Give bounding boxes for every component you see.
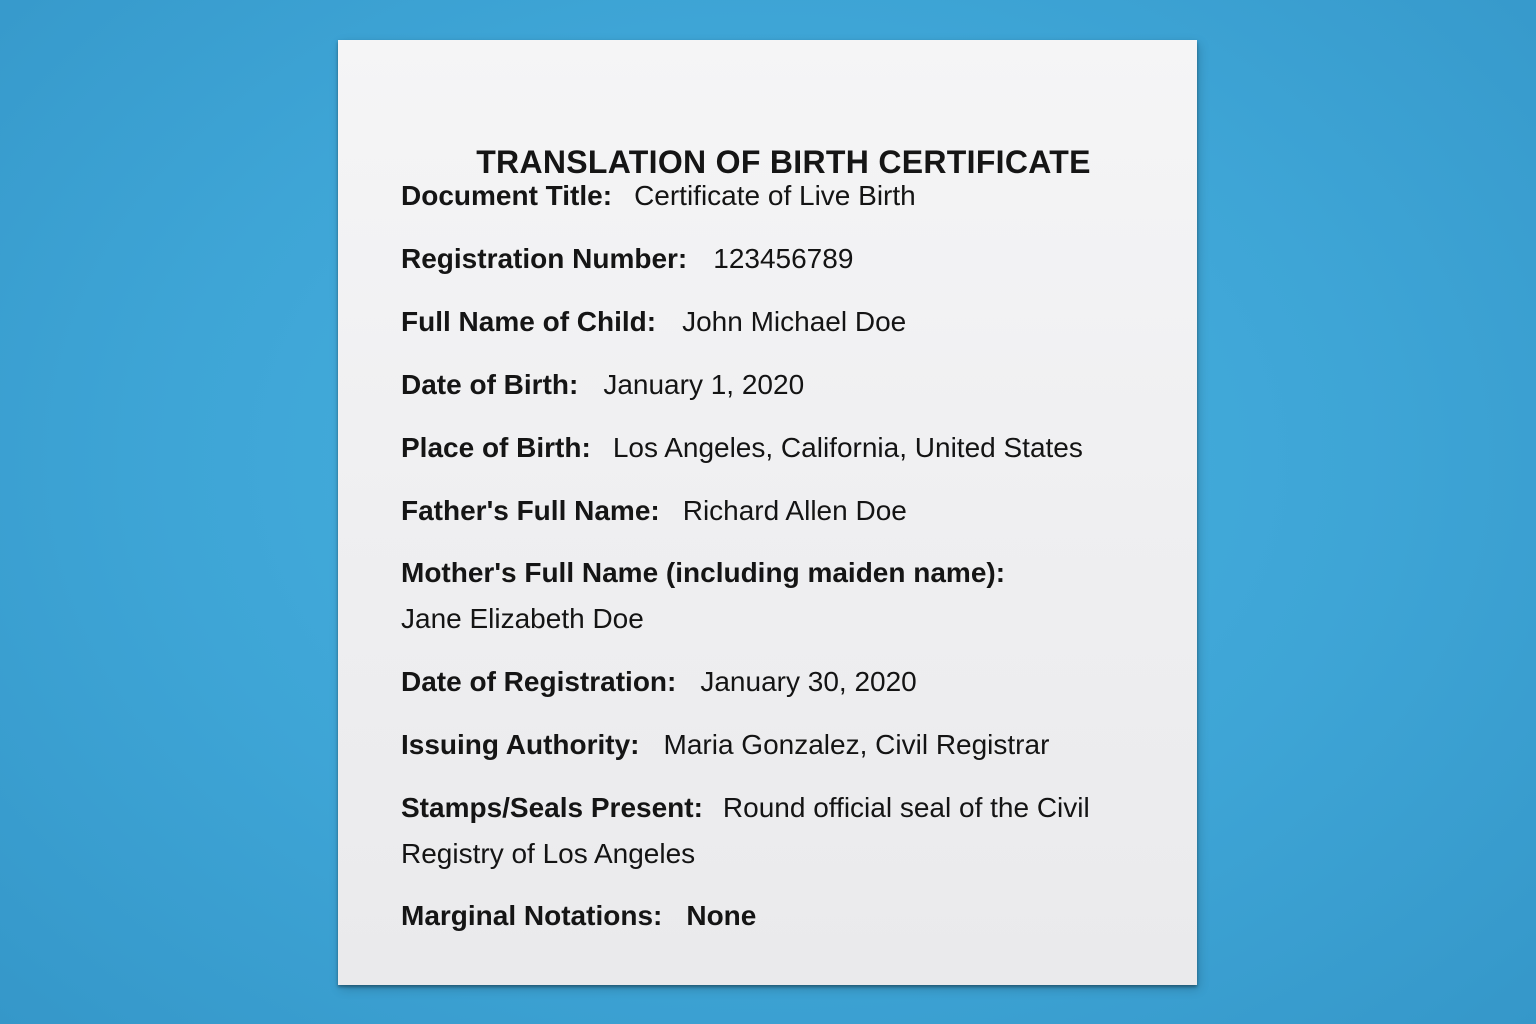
field-date-of-registration <box>401 659 1131 705</box>
field-document-title <box>401 173 1131 219</box>
field-value: Certificate of Live Birth <box>634 180 916 211</box>
field-value: Round official seal of the Civil Registry of Los Angeles <box>401 792 1090 869</box>
field-label: Father's Full Name: <box>401 495 660 526</box>
field-value: None <box>686 900 757 931</box>
field-place-of-birth <box>401 425 1131 471</box>
field-label: Place of Birth: <box>401 432 591 463</box>
field-label: Mother's Full Name (including maiden name): <box>401 557 1006 588</box>
field-label: Date of Registration: <box>401 666 677 697</box>
field-date-of-birth <box>401 362 1131 408</box>
field-marginal-notations <box>401 893 1131 939</box>
field-value: John Michael Doe <box>682 306 907 337</box>
field-label: Stamps/Seals Present: <box>401 792 703 823</box>
field-child-name <box>401 299 1131 345</box>
field-registration-number <box>401 236 1131 282</box>
field-label: Marginal Notations: <box>401 900 663 931</box>
field-value: January 1, 2020 <box>603 369 805 400</box>
field-father-name <box>401 488 1131 534</box>
document-heading: TRANSLATION OF BIRTH CERTIFICATE <box>476 144 1091 180</box>
field-value: Jane Elizabeth Doe <box>401 603 644 634</box>
field-value: Richard Allen Doe <box>682 495 907 526</box>
field-value: Los Angeles, California, United States <box>612 432 1083 463</box>
field-label: Registration Number: <box>401 243 688 274</box>
field-issuing-authority <box>401 722 1131 768</box>
field-label: Full Name of Child: <box>401 306 657 337</box>
field-label: Issuing Authority: <box>401 729 640 760</box>
field-label: Document Title: <box>401 180 613 211</box>
field-value: January 30, 2020 <box>700 666 917 697</box>
field-value: 123456789 <box>713 243 854 274</box>
field-value: Maria Gonzalez, Civil Registrar <box>663 729 1050 760</box>
field-mother-name <box>401 550 1131 642</box>
field-stamps-seals <box>401 785 1131 877</box>
field-label: Date of Birth: <box>401 369 579 400</box>
translation-document <box>338 40 1197 985</box>
